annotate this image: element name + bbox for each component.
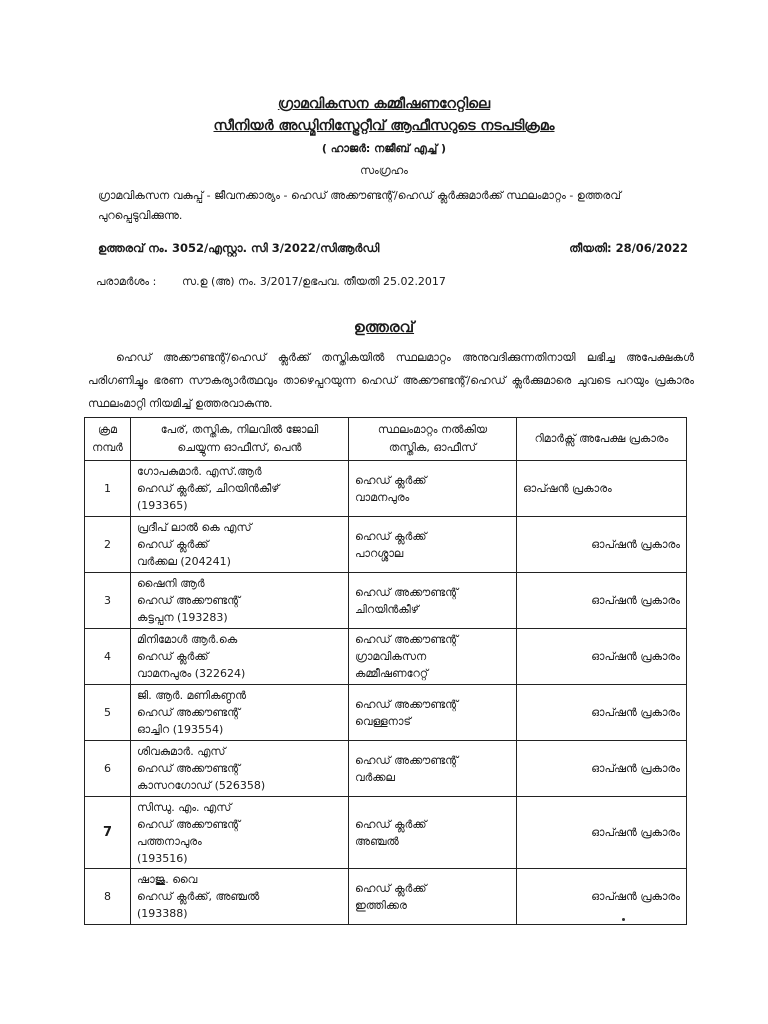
employee-line: ഹെഡ് ക്ലർക്ക് — [137, 650, 209, 663]
row-remarks: ഓപ്ഷൻ പ്രകാരം — [517, 573, 687, 629]
row-serial: 3 — [85, 573, 131, 629]
posting-line: ഹെഡ് ക്ലർക്ക് — [355, 473, 427, 487]
posting-line: കമ്മീഷണറേറ്റ് — [355, 667, 429, 680]
row-remarks: ഓപ്ഷൻ പ്രകാരം — [517, 629, 687, 685]
posting-line: പാറശ്ശാല — [355, 546, 404, 560]
employee-line: (193388) — [137, 907, 188, 920]
row-employee — [131, 573, 349, 629]
row-posting — [349, 797, 517, 869]
employee-line: ഹെഡ് അക്കൗണ്ടന്റ് — [137, 706, 241, 719]
header-line: പേര്, തസ്തിക, നിലവിൽ ജോലി — [160, 423, 319, 436]
row-remarks: ഓപ്ഷൻ പ്രകാരം — [517, 685, 687, 741]
posting-line: ഹെഡ് ക്ലർക്ക് — [355, 817, 427, 831]
posting-line: ഹെഡ് അക്കൗണ്ടന്റ് — [355, 697, 459, 711]
column-header-posting — [349, 418, 517, 461]
row-remarks: ഓപ്ഷൻ പ്രകാരം — [517, 869, 687, 925]
header-line: തസ്തിക, ഓഫീസ് — [388, 441, 477, 454]
posting-line: ഇത്തിക്കര — [355, 898, 407, 912]
header-line: ക്രമ — [97, 423, 118, 436]
row-employee — [131, 685, 349, 741]
table-row — [85, 573, 687, 629]
employee-line: ഹെഡ് ക്ലർക്ക് — [137, 538, 209, 551]
table-row — [85, 517, 687, 573]
table-row — [85, 629, 687, 685]
employee-line: പ്രദീപ് ലാൽ കെ എസ് — [137, 521, 252, 534]
employee-line: സിന്ധു. എം. എസ് — [137, 800, 232, 814]
table-row — [85, 685, 687, 741]
employee-line: ഗോപകുമാർ. എസ്.ആർ — [137, 465, 262, 478]
employee-line: ഹെഡ് ക്ലർക്ക്, ചിറയിൻകീഴ് — [137, 482, 280, 495]
row-remarks: ഓപ്ഷൻ പ്രകാരം — [517, 797, 687, 869]
header-line: റിമാർക്സ് അപേക്ഷ പ്രകാരം — [534, 432, 669, 445]
posting-line: അഞ്ചൽ — [355, 834, 399, 848]
row-employee — [131, 629, 349, 685]
reference-text: സ.ഉ (അ) നം. 3/2017/ഉഭപവ. തീയതി 25.02.2017 — [182, 275, 446, 288]
posting-line: ഹെഡ് അക്കൗണ്ടന്റ് — [355, 633, 459, 646]
header-line: സ്ഥലംമാറ്റം നൽകിയ — [377, 423, 488, 436]
row-remarks: ഓപ്ഷൻ പ്രകാരം — [517, 741, 687, 797]
row-employee — [131, 517, 349, 573]
row-posting — [349, 869, 517, 925]
proceedings-title: സീനിയർ അഡ്മിനിസ്ട്രേറ്റീവ് ആഫീസറുടെ നടപടിക്രമം — [213, 118, 555, 134]
posting-line: ഹെഡ് അക്കൗണ്ടന്റ് — [355, 585, 459, 599]
order-date: തീയതി: 28/06/2022 — [569, 241, 688, 255]
employee-line: ജി. ആർ. മണികണ്ഠൻ — [137, 689, 247, 702]
summary-label: സംഗ്രഹം — [360, 164, 408, 177]
row-posting — [349, 629, 517, 685]
row-employee — [131, 797, 349, 869]
posting-line: ഹെഡ് അക്കൗണ്ടന്റ് — [355, 753, 459, 767]
employee-line: ഷൈനി ആർ — [137, 577, 205, 590]
order-heading: ഉത്തരവ് — [353, 318, 415, 336]
order-line — [98, 241, 688, 256]
row-posting — [349, 573, 517, 629]
row-serial: 8 — [85, 869, 131, 925]
table-row — [85, 869, 687, 925]
table-row — [85, 461, 687, 517]
employee-line: ഹെഡ് അക്കൗണ്ടന്റ് — [137, 762, 241, 775]
row-remarks: ഓപ്ഷൻ പ്രകാരം — [517, 461, 687, 517]
posting-line: വാമനപുരം — [355, 490, 410, 504]
table-row — [85, 797, 687, 869]
header-line: നമ്പർ — [92, 441, 123, 454]
row-serial: 5 — [85, 685, 131, 741]
posting-line: ഹെഡ് ക്ലർക്ക് — [355, 529, 427, 543]
reference-label: പരാമർശം : — [96, 275, 157, 288]
row-posting — [349, 461, 517, 517]
office-title: ഗ്രാമവികസന കമ്മീഷണറേറ്റിലെ — [277, 96, 491, 112]
row-remarks: ഓപ്ഷൻ പ്രകാരം — [517, 517, 687, 573]
posting-line: ചിറയിൻകീഴ് — [355, 602, 419, 616]
employee-line: ശിവകുമാർ. എസ് — [137, 745, 226, 758]
row-posting — [349, 517, 517, 573]
transfer-table — [84, 417, 687, 925]
table-row — [85, 741, 687, 797]
employee-line: (193516) — [137, 851, 188, 865]
employee-line: (193365) — [137, 499, 188, 512]
posting-line: വെള്ളനാട് — [355, 714, 411, 728]
header-line: ചെയ്യുന്ന ഓഫീസ്, പെൻ — [177, 441, 302, 454]
row-serial: 1 — [85, 461, 131, 517]
present-officer: ( ഹാജർ: നജീബ് എച്ച് ) — [321, 142, 447, 155]
row-employee — [131, 869, 349, 925]
column-header-serial — [85, 418, 131, 461]
posting-line: ഹെഡ് ക്ലർക്ക് — [355, 881, 427, 895]
employee-line: ഹെഡ് അക്കൗണ്ടന്റ് — [137, 817, 241, 831]
employee-line: വാമനപുരം (322624) — [137, 667, 246, 680]
employee-line: ഹെഡ് അക്കൗണ്ടന്റ് — [137, 594, 241, 607]
row-serial: 7 — [85, 797, 131, 869]
employee-line: ഹെഡ് ക്ലർക്ക്, അഞ്ചൽ — [137, 890, 260, 903]
employee-line: ഷാജു. വൈ — [137, 873, 198, 886]
posting-line: ഗ്രാമവികസന — [355, 650, 427, 663]
row-employee — [131, 741, 349, 797]
order-body: ഹെഡ് അക്കൗണ്ടന്റ്/ഹെഡ് ക്ലർക്ക് തസ്തികയിൽ സ്ഥലമാറ്റം അനുവദിക്കുന്നതിനായി ലഭിച്ച അപേക്ഷകൾ പരിഗണിച്ചും ഭരണ സൗകര്യാർത്ഥവും താഴെപ്പറയുന്ന ഹെഡ് അക്കൗണ്ടന്റ്/ഹെഡ് ക്ലർക്കുമാരെ ചുവടെ പറയും പ്രകാരം സ്ഥലംമാറ്റി നിയമിച്ച് ഉത്തരവാകുന്നു. — [88, 351, 694, 410]
row-serial: 2 — [85, 517, 131, 573]
employee-line: ഓച്ചിറ (193554) — [137, 723, 224, 736]
employee-line: കാസറഗോഡ് (526358) — [137, 779, 266, 792]
employee-line: പത്തനാപുരം — [137, 834, 202, 848]
employee-line: മിനിമോൾ ആർ.കെ — [137, 633, 238, 646]
ink-dot — [622, 918, 625, 921]
employee-line: കട്ടപ്പന (193283) — [137, 611, 228, 624]
subject-text: ഗ്രാമവികസന വകുപ്പ് - ജീവനക്കാര്യം - ഹെഡ് അക്കൗണ്ടന്റ്/ഹെഡ് ക്ലർക്കുമാർക്ക് സ്ഥലംമാറ്റം - ഉത്തരവ് പുറപ്പെടുവിക്കുന്നു. — [98, 189, 621, 222]
row-posting — [349, 685, 517, 741]
row-serial: 4 — [85, 629, 131, 685]
row-posting — [349, 741, 517, 797]
employee-line: വർക്കല (204241) — [137, 555, 231, 568]
row-employee — [131, 461, 349, 517]
column-header-employee — [131, 418, 349, 461]
posting-line: വർക്കല — [355, 770, 395, 784]
order-number: ഉത്തരവ് നം. 3052/എസ്റ്റാ. സി 3/2022/സിആർഡി — [98, 241, 380, 255]
column-header-remarks — [517, 418, 687, 461]
row-serial: 6 — [85, 741, 131, 797]
table-header-row — [85, 418, 687, 461]
